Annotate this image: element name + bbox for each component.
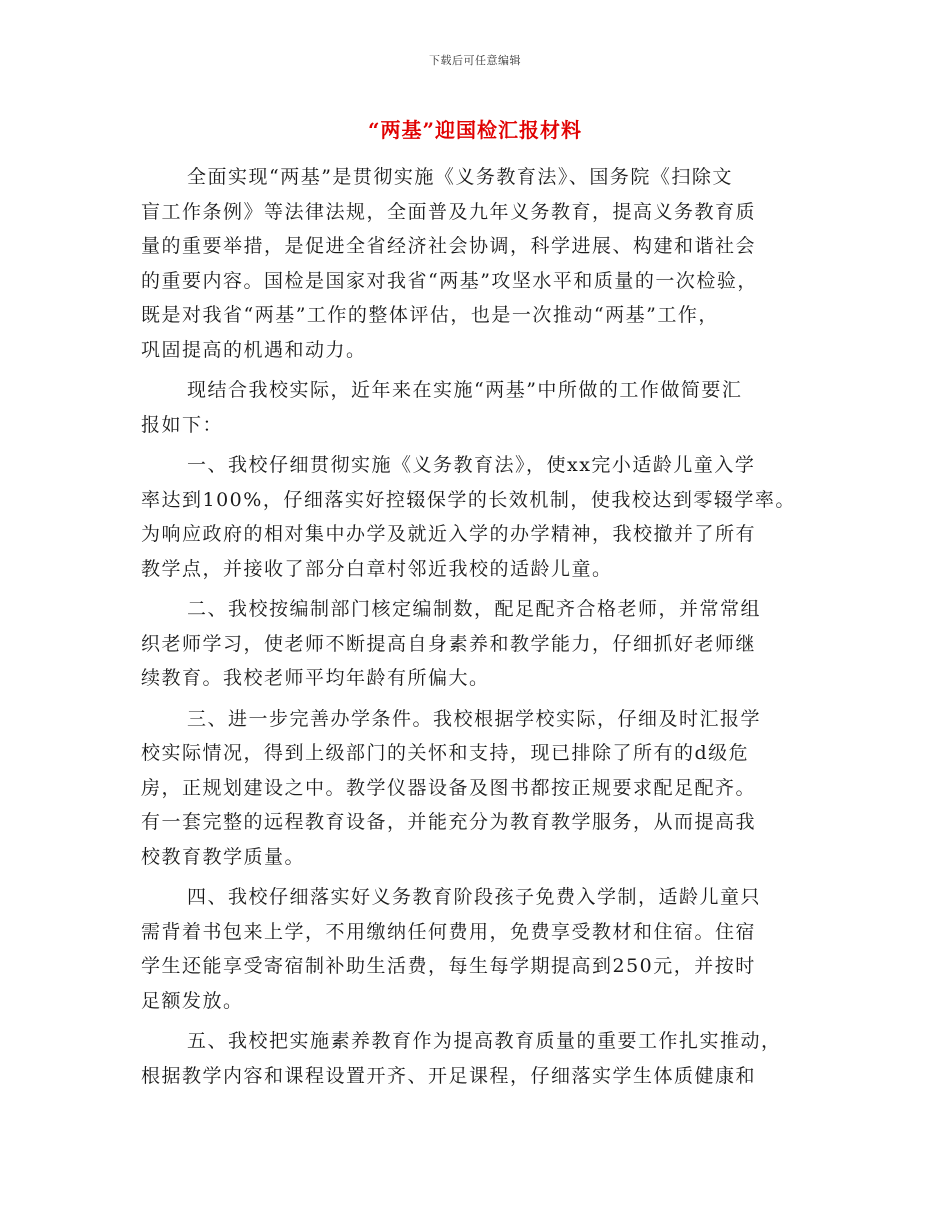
paragraph-intro — [141, 160, 813, 367]
text-line: 报如下： — [141, 413, 224, 436]
text-line: 学生还能享受寄宿制补助生活费，每生每学期提高到250元，并按时 — [141, 955, 756, 977]
text-line: 房，正规划建设之中。教学仪器设备及图书都按正规要求配足配齐。 — [141, 776, 757, 799]
text-line: 续教育。我校老师平均年龄有所偏大。 — [141, 667, 490, 689]
document-body — [141, 160, 813, 1093]
text-line: 为响应政府的相对集中办学及就近入学的办学精神，我校撤并了所有 — [141, 523, 757, 545]
text-line: 一、我校仔细贯彻实施《义务教育法》，使xx完小适龄儿童入学 — [187, 454, 756, 476]
paragraph-item-5 — [141, 1024, 813, 1093]
text-line: 全面实现“两基”是贯彻实施《义务教育法》、国务院《扫除文 — [187, 166, 733, 188]
text-line: 三、进一步完善办学条件。我校根据学校实际，仔细及时汇报学 — [187, 707, 762, 730]
text-line: 五、我校把实施素养教育作为提高教育质量的重要工作扎实推动， — [187, 1030, 782, 1052]
text-line: 教学点，并接收了部分白章村邻近我校的适龄儿童。 — [141, 557, 613, 580]
text-line: 率达到100%，仔细落实好控辍保学的长效机制，使我校达到零辍学率。 — [141, 488, 796, 511]
text-line: 既是对我省“两基”工作的整体评估，也是一次推动“两基”工作， — [141, 304, 719, 326]
text-line: 需背着书包来上学，不用缴纳任何费用，免费享受教材和住宿。住宿 — [141, 920, 757, 943]
text-line: 足额发放。 — [141, 989, 244, 1012]
paragraph-summary — [141, 373, 813, 442]
header-note: 下载后可任意编辑 — [429, 54, 521, 67]
text-line: 巩固提高的机遇和动力。 — [141, 338, 367, 361]
text-line: 二、我校按编制部门核定编制数，配足配齐合格老师，并常常组 — [187, 598, 762, 620]
text-line: 有一套完整的远程教育设备，并能充分为教育教学服务，从而提高我 — [141, 811, 757, 833]
paragraph-item-3 — [141, 702, 813, 875]
text-line: 校教育教学质量。 — [141, 845, 306, 868]
text-line: 盲工作条例》等法律法规，全面普及九年义务教育，提高义务教育质 — [141, 200, 757, 223]
text-line: 四、我校仔细落实好义务教育阶段孩子免费入学制，适龄儿童只 — [187, 886, 762, 908]
text-line: 校实际情况，得到上级部门的关怀和支持，现已排除了所有的d级危 — [141, 742, 750, 764]
document-title: “两基”迎国检汇报材料 — [367, 118, 582, 142]
text-line: 现结合我校实际，近年来在实施“两基”中所做的工作做简要汇 — [187, 379, 743, 401]
text-line: 量的重要举措，是促进全省经济社会协调，科学进展、构建和谐社会 — [141, 235, 757, 257]
paragraph-item-4 — [141, 880, 813, 1018]
text-line: 的重要内容。国检是国家对我省“两基”攻坚水平和质量的一次检验， — [141, 269, 758, 292]
paragraph-item-2 — [141, 592, 813, 696]
text-line: 根据教学内容和课程设置开齐、开足课程，仔细落实学生体质健康和 — [141, 1064, 757, 1087]
text-line: 织老师学习，使老师不断提高自身素养和教学能力，仔细抓好老师继 — [141, 632, 757, 655]
paragraph-item-1 — [141, 448, 813, 586]
